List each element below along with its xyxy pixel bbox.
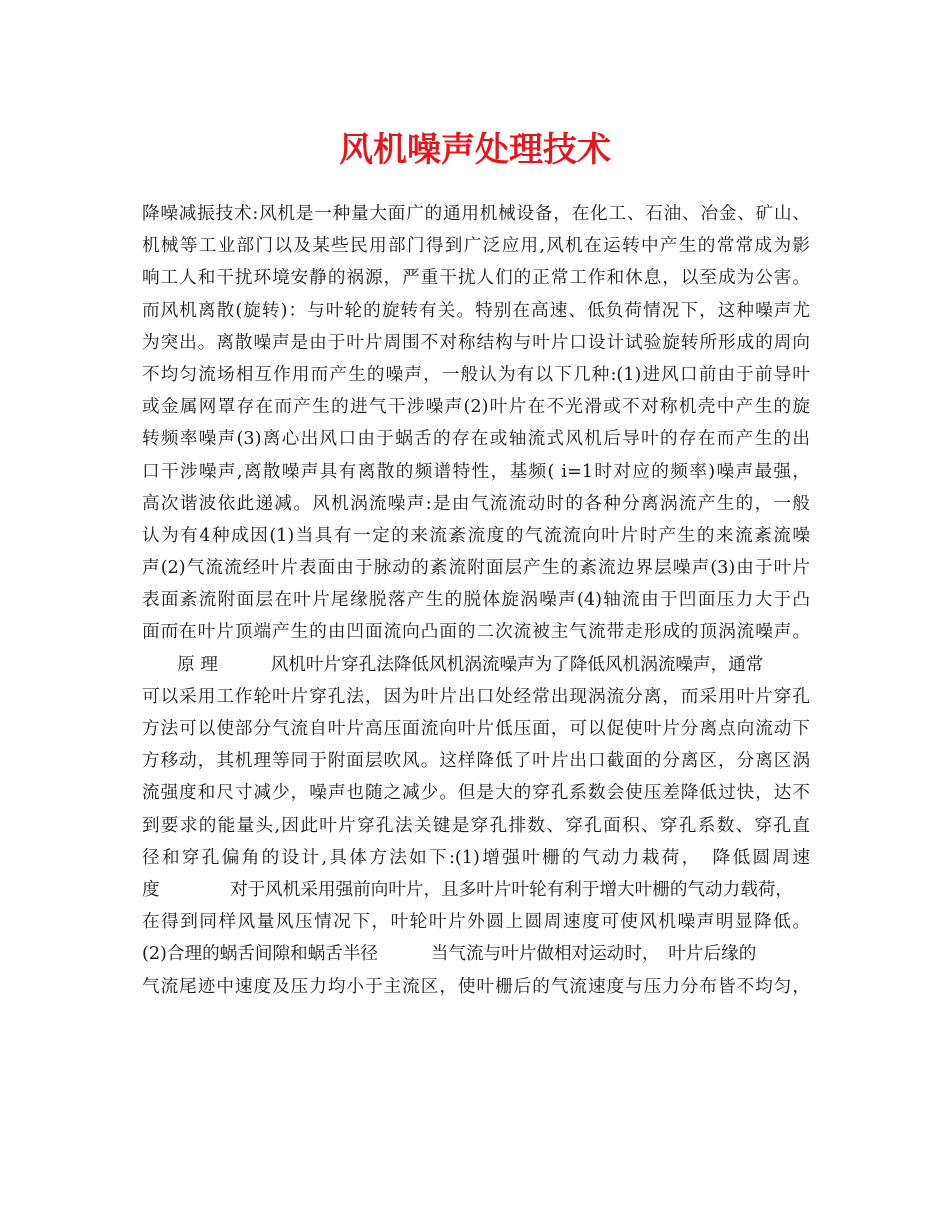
text-line: 降噪减振技术:风机是一种量大面广的通用机械设备，在化工、石油、冶金、矿山、 bbox=[142, 204, 810, 224]
text-line: 声(2)气流流经叶片表面由于脉动的紊流附面层产生的紊流边界层噪声(3)由于叶片 bbox=[142, 558, 810, 579]
text-line: 而风机离散(旋转)：与叶轮的旋转有关。特别在高速、低负荷情况下，这种噪声尤 bbox=[142, 300, 810, 321]
document-body bbox=[142, 198, 810, 1003]
text-line: 认为有4种成因(1)当具有一定的来流紊流度的气流流向叶片时产生的来流紊流噪 bbox=[142, 525, 810, 546]
text-line: 度 对于风机采用强前向叶片，且多叶片叶轮有利于增大叶栅的气动力载荷， bbox=[142, 879, 793, 900]
text-line: 高次谐波依此递减。风机涡流噪声:是由气流流动时的各种分离涡流产生的，一般 bbox=[142, 493, 810, 514]
text-line: 径和穿孔偏角的设计,具体方法如下:(1)增强叶栅的气动力栽荷， 降低圆周速 bbox=[142, 847, 810, 868]
text-line: 可以采用工作轮叶片穿孔法，因为叶片出口处经常出现涡流分离，而采用叶片穿孔 bbox=[142, 686, 810, 707]
text-line: 方移动，其机理等同于附面层吹风。这样降低了叶片出口截面的分离区，分离区涡 bbox=[142, 751, 810, 772]
text-line: 转频率噪声(3)离心出风口由于蜗舌的存在或轴流式风机后导叶的存在而产生的出 bbox=[142, 429, 810, 450]
text-line: (2)合理的蜗舌间隙和蜗舌半径 当气流与叶片做相对运动时， 叶片后缘的 bbox=[142, 944, 757, 965]
document-title: 风机噪声处理技术 bbox=[339, 130, 611, 170]
text-line: 在得到同样风量风压情况下，叶轮叶片外圆上圆周速度可使风机噪声明显降低。 bbox=[142, 912, 810, 933]
text-line: 不均匀流场相互作用而产生的噪声，一般认为有以下几种:(1)进风口前由于前导叶 bbox=[142, 364, 810, 385]
text-line: 或金属网罩存在而产生的进气干涉噪声(2)叶片在不光滑或不对称机壳中产生的旋 bbox=[142, 397, 810, 418]
text-line: 气流尾迹中速度及压力均小于主流区，使叶栅后的气流速度与压力分布皆不均匀， bbox=[142, 976, 810, 997]
text-line: 方法可以使部分气流自叶片高压面流向叶片低压面，可以促使叶片分离点向流动下 bbox=[142, 719, 810, 739]
text-line: 为突出。离散噪声是由于叶片周围不对称结构与叶片口设计试验旋转所形成的周向 bbox=[142, 332, 810, 353]
text-line: 流强度和尺寸减少，噪声也随之减少。但是大的穿孔系数会使压差降低过快，达不 bbox=[142, 783, 810, 804]
text-line: 面而在叶片顶端产生的由凹面流向凸面的二次流被主气流带走形成的顶涡流噪声。 bbox=[142, 622, 810, 643]
text-line: 原 理 风机叶片穿孔法降低风机涡流噪声为了降低风机涡流噪声，通常 bbox=[142, 654, 764, 675]
text-line: 表面紊流附面层在叶片尾缘脱落产生的脱体旋涡噪声(4)轴流由于凹面压力大于凸 bbox=[142, 590, 810, 611]
text-line: 到要求的能量头,因此叶片穿孔法关键是穿孔排数、穿孔面积、穿孔系数、穿孔直 bbox=[142, 815, 810, 836]
text-line: 机械等工业部门以及某些民用部门得到广泛应用,风机在运转中产生的常常成为影 bbox=[142, 236, 810, 257]
text-line: 口干涉噪声,离散噪声具有离散的频谱特性，基频( i=1时对应的频率)噪声最强， bbox=[142, 461, 810, 482]
text-line: 响工人和干扰环境安静的祸源，严重干扰人们的正常工作和休息，以至成为公害。 bbox=[142, 268, 810, 289]
